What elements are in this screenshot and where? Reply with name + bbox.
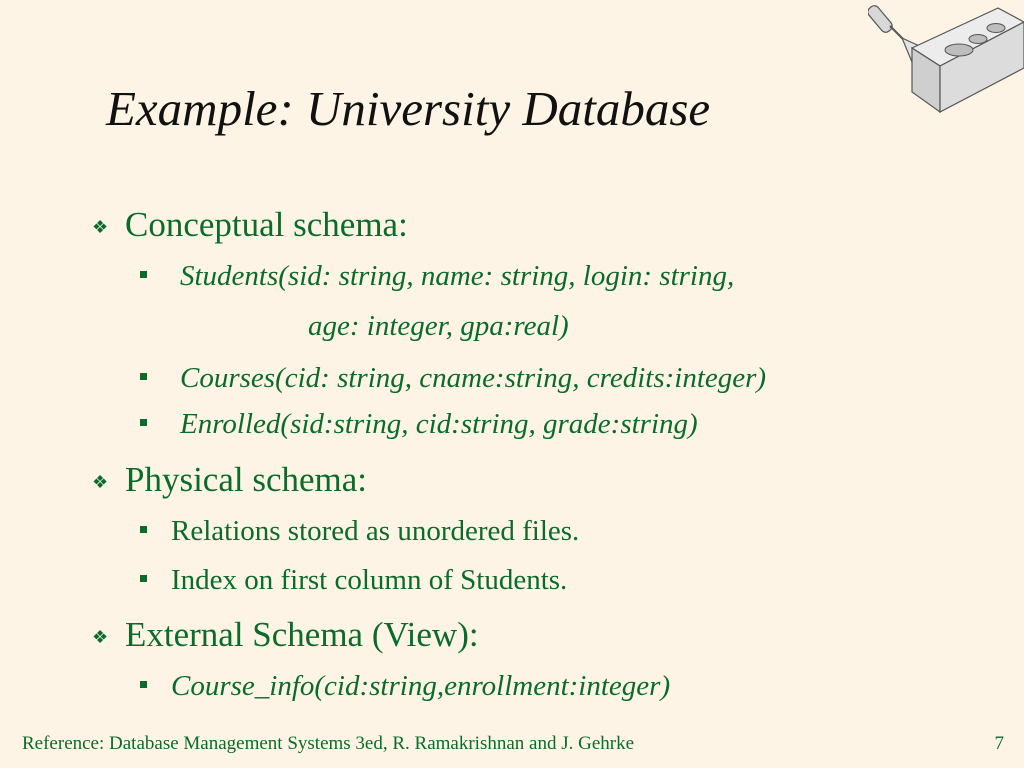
schema-enrolled: Enrolled(sid:string, cid:string, grade:string) xyxy=(180,408,698,440)
square-bullet-icon xyxy=(140,681,147,688)
square-bullet-icon xyxy=(140,271,147,278)
physical-item: Index on first column of Students. xyxy=(171,564,568,596)
physical-item: Relations stored as unordered files. xyxy=(171,515,580,547)
schema-students: Students(sid: string, name: string, login: string, xyxy=(180,260,735,292)
square-bullet-icon xyxy=(140,419,147,426)
diamond-bullet-icon: ❖ xyxy=(92,217,109,237)
diamond-bullet-icon: ❖ xyxy=(92,627,109,647)
slide-title: Example: University Database xyxy=(106,81,711,136)
square-bullet-icon xyxy=(140,373,147,380)
schema-students-continuation: age: integer, gpa:real) xyxy=(308,310,569,342)
section-label: External Schema (View): xyxy=(125,615,479,654)
section-label: Conceptual schema: xyxy=(125,205,408,244)
footer-reference: Reference: Database Management Systems 3ed, R. Ramakrishnan and J. Gehrke xyxy=(22,733,635,754)
brick-trowel-icon xyxy=(868,0,1024,122)
page-number: 7 xyxy=(994,733,1004,754)
schema-courses: Courses(cid: string, cname:string, credits:integer) xyxy=(180,362,767,394)
section-label: Physical schema: xyxy=(125,460,368,499)
diamond-bullet-icon: ❖ xyxy=(92,472,109,492)
square-bullet-icon xyxy=(140,575,147,582)
square-bullet-icon xyxy=(140,526,147,533)
schema-course-info: Course_info(cid:string,enrollment:integer) xyxy=(171,670,671,702)
